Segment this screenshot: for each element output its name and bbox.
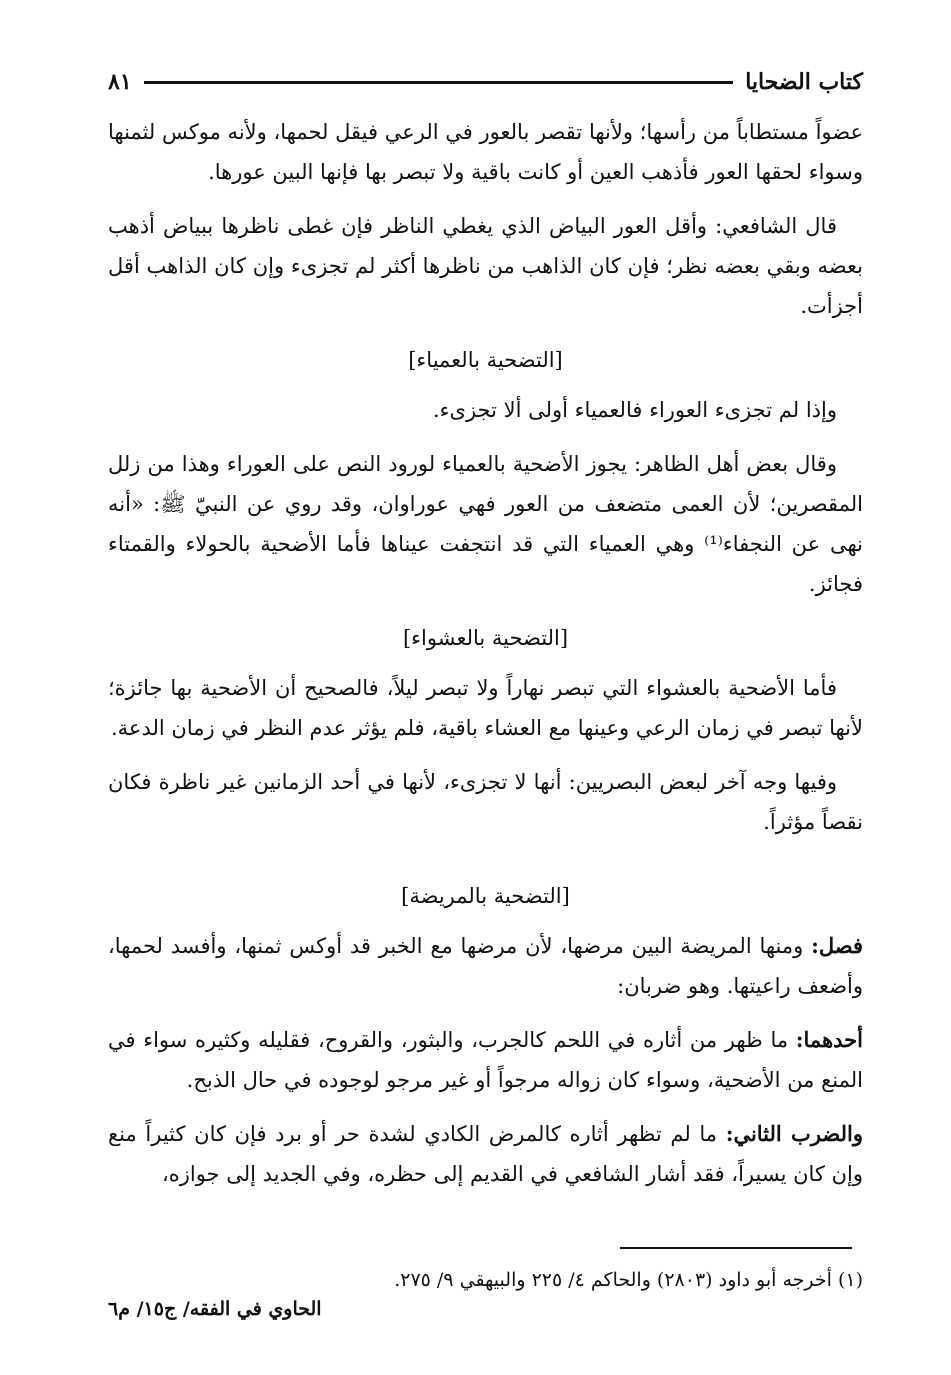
paragraph: عضواً مستطاباً من رأسها؛ ولأنها تقصر بالعور في الرعي فيقل لحمها، ولأنه موكس لثمنها وسواء لحقها العور فأذهب العين أو كانت باقية ولا تبصر بها فإنها البين عورها. <box>108 120 863 184</box>
paragraph: وفيها وجه آخر لبعض البصريين: أنها لا تجزىء، لأنها في أحد الزمانين غير ناظرة فكان نقصاً مؤثراً. <box>108 770 863 834</box>
main-text <box>108 112 863 1208</box>
header-rule <box>144 81 734 84</box>
page-header <box>108 62 863 102</box>
printer-signature: الحاوي في الفقه/ ج١٥/ م٦ <box>108 1298 322 1320</box>
paragraph <box>108 1114 863 1194</box>
paragraph-text: ما لم تظهر أثاره كالمرض الكادي لشدة حر أو برد فإن كان كثيراً منع وإن كان يسيراً، فقد أشار الشافعي في القديم إلى حظره، وفي الجديد إلى جوازه، <box>108 1122 863 1186</box>
paragraph: وقال بعض أهل الظاهر: يجوز الأضحية بالعمياء لورود النص على العوراء وهذا من زلل المقصرين؛ لأن العمى متضعف من العور فهي عوراوان، وقد روي عن النبيّ ﷺ: «أنه نهى عن النجفاء⁽¹⁾ وهي العمياء التي قد انتجفت عيناها فأما الأضحية بالحولاء والقمتاء فجائز. <box>108 452 863 596</box>
paragraph-lead: أحدهما: <box>795 1027 863 1052</box>
paragraph: فأما الأضحية بالعشواء التي تبصر نهاراً ولا تبصر ليلاً، فالصحيح أن الأضحية بها جائزة؛ لأنها تبصر في زمان الرعي وعينها مع العشاء باقية، فلم يؤثر عدم النظر في زمان الدعة. <box>108 676 863 740</box>
page-number: ٨١ <box>108 69 132 95</box>
footnote-separator <box>620 1247 852 1249</box>
section-heading: [التضحية بالمريضة] <box>401 884 570 908</box>
paragraph <box>108 1020 863 1100</box>
paragraph: قال الشافعي: وأقل العور البياض الذي يغطي الناظر فإن غطى ناظرها ببياض أذهب بعضه وبقي بعضه نظر؛ فإن كان الذاهب من ناظرها أكثر لم تجزىء وإن كان الذاهب أقل أجزأت. <box>108 214 863 318</box>
paragraph <box>108 926 863 1006</box>
paragraph-text: ما ظهر من أثاره في اللحم كالجرب، والبثور، والقروح، فقليله وكثيره سواء في المنع من الأضحية، وسواء كان زواله مرجواً أو غير مرجو لوجوده في حال الذبح. <box>108 1028 863 1092</box>
section-heading: [التضحية بالعمياء] <box>408 348 563 372</box>
section-heading: [التضحية بالعشواء] <box>402 626 569 650</box>
paragraph-text: ومنها المريضة البين مرضها، لأن مرضها مع الخبر قد أوكس ثمنها، وأفسد لحمها، وأضعف راعيتها. وهو ضربان: <box>108 934 863 998</box>
paragraph-lead: فصل: <box>811 933 863 958</box>
paragraph: وإذا لم تجزىء العوراء فالعمياء أولى ألا تجزىء. <box>432 398 837 422</box>
running-title: كتاب الضحايا <box>745 69 863 95</box>
paragraph-lead: والضرب الثاني: <box>725 1121 863 1146</box>
footnote: (١) أخرجه أبو داود (٢٨٠٣) والحاكم ٤/ ٢٢٥ والبيهقي ٩/ ٢٧٥. <box>394 1269 863 1291</box>
